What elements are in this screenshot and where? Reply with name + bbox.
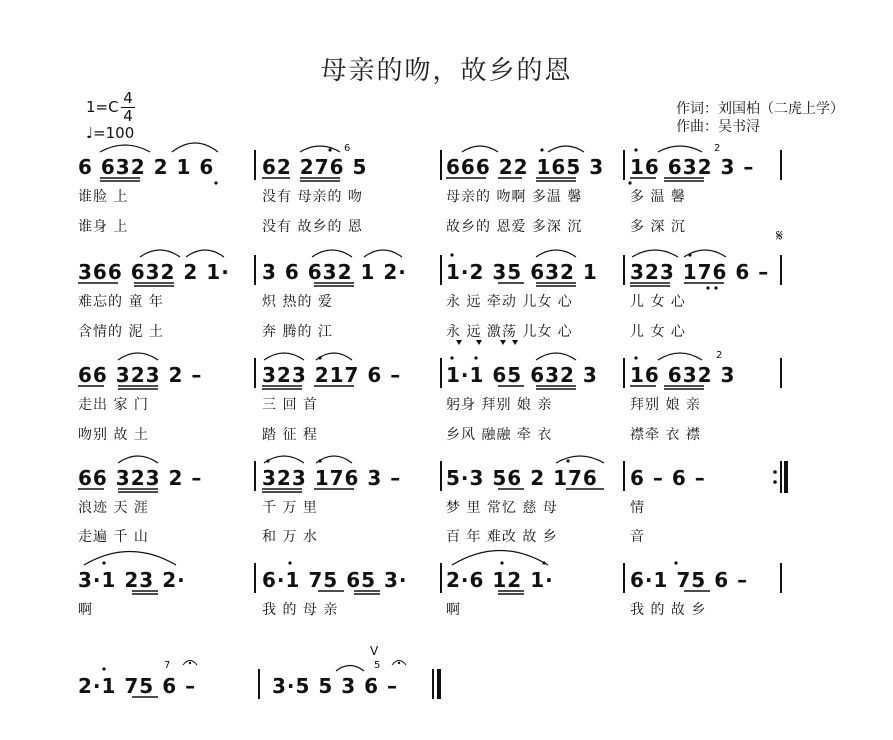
- song-title: 母亲的吻，故乡的恩: [320, 56, 573, 86]
- lyric-line: 梦 里 常忆 慈 母: [446, 500, 558, 516]
- measure-notes: 323 217 6 –: [262, 363, 402, 387]
- lyric-line: 百 年 难改 故 乡: [446, 529, 558, 545]
- octave-dot: [214, 181, 217, 184]
- slur: [452, 551, 548, 566]
- slur: [316, 456, 352, 463]
- time-signature-bottom: 4: [121, 107, 135, 125]
- lyric-line: 儿 女 心: [630, 324, 686, 340]
- lyric-line: 踏 征 程: [262, 427, 318, 443]
- octave-dot: [634, 356, 637, 359]
- slur: [556, 456, 604, 463]
- slur: [118, 456, 158, 463]
- slur: [658, 353, 702, 360]
- measure-notes: 16 632 3: [630, 363, 736, 387]
- measure-notes: 323 176 3 –: [262, 466, 402, 490]
- measure-notes: 16 632 3 –: [630, 155, 755, 179]
- slur: [100, 145, 150, 152]
- octave-dot: [714, 286, 717, 289]
- lyric-line: 吻别 故 土: [78, 427, 149, 443]
- lyric-line: 没有 故乡的 恩: [262, 219, 363, 235]
- lyric-line: 我 的 母 亲: [262, 602, 339, 618]
- octave-dot: [628, 181, 631, 184]
- measure-notes: 2·6 12 1·: [446, 568, 554, 592]
- slur: [548, 146, 584, 152]
- slur: [364, 250, 402, 257]
- measure-notes: 323 176 6 –: [630, 260, 770, 284]
- repeat-dot: [773, 480, 777, 484]
- octave-dot: [102, 667, 105, 670]
- measure-notes: 6·1 75 65 3·: [262, 568, 408, 592]
- octave-dot: [288, 561, 291, 564]
- tempo-mark: ♩=100: [86, 124, 135, 142]
- measure-notes: 1·1 65 632 3: [446, 363, 598, 387]
- lyric-line: 和 万 水: [262, 529, 318, 545]
- lyric-line: 含情的 泥 土: [78, 324, 164, 340]
- slur: [462, 146, 498, 152]
- slur: [536, 353, 576, 360]
- slur: [300, 146, 340, 152]
- lyric-line: 故乡的 恩爱 多深 沉: [446, 219, 583, 235]
- accent-arrow-icon: [456, 340, 462, 345]
- lyric-line: 走遍 千 山: [78, 529, 149, 545]
- slur: [172, 143, 218, 152]
- measure-notes: 3·5 5 3 6 –: [272, 674, 399, 698]
- lyric-line: 炽 热的 爱: [262, 294, 333, 310]
- measure-notes: 3 6 632 1 2·: [262, 260, 407, 284]
- slur: [118, 353, 158, 360]
- lyric-line: 母亲的 吻啊 多温 馨: [446, 189, 583, 205]
- lyric-line: 永 远 激荡 儿女 心: [446, 324, 573, 340]
- measure-notes: 2·1 75 6 –: [78, 674, 197, 698]
- slur: [658, 146, 702, 152]
- lyricist-credit: 作词：刘国柏（二虎上学）: [676, 101, 844, 117]
- lyric-line: 谁脸 上: [78, 189, 129, 205]
- measure-notes: 5·3 56 2 176: [446, 466, 598, 490]
- octave-dot: [500, 561, 503, 564]
- grace-note: 2: [716, 350, 723, 361]
- lyric-line: 啊: [446, 602, 461, 618]
- lyric-line: 难忘的 童 年: [78, 294, 164, 310]
- lyric-line: 走出 家 门: [78, 397, 149, 413]
- breath-mark: V: [370, 644, 379, 658]
- slur: [336, 666, 364, 672]
- lyric-line: 乡风 融融 牵 衣: [446, 427, 553, 443]
- octave-dot: [328, 148, 331, 151]
- octave-dot: [450, 356, 453, 359]
- octave-dot: [474, 356, 477, 359]
- lyric-line: 情: [630, 500, 645, 516]
- octave-dot: [566, 459, 569, 462]
- measure-notes: 6 632 2 1 6: [78, 155, 215, 179]
- grace-note: 2: [714, 143, 721, 154]
- repeat-dot: [773, 470, 777, 474]
- accent-arrow-icon: [512, 340, 518, 345]
- measure-notes: 6 – 6 –: [630, 466, 706, 490]
- lyric-line: 儿 女 心: [630, 294, 686, 310]
- slur: [140, 250, 180, 257]
- lyric-line: 襟牵 衣 襟: [630, 427, 701, 443]
- slur: [84, 552, 176, 566]
- lyric-line: 没有 母亲的 吻: [262, 189, 363, 205]
- slur: [264, 353, 304, 360]
- octave-dot: [318, 356, 321, 359]
- measure-notes: 366 632 2 1·: [78, 260, 230, 284]
- slur: [264, 456, 304, 463]
- measure-notes: 3·1 23 2·: [78, 568, 186, 592]
- lyric-line: 我 的 故 乡: [630, 602, 707, 618]
- octave-dot: [634, 148, 637, 151]
- accent-arrow-icon: [500, 340, 506, 345]
- measure-notes: 6·1 75 6 –: [630, 568, 749, 592]
- lyric-line: 躬身 拜别 娘 亲: [446, 397, 553, 413]
- lyric-line: 多 温 馨: [630, 189, 686, 205]
- octave-dot: [706, 286, 709, 289]
- lyric-line: 音: [630, 529, 645, 545]
- time-signature-top: 4: [123, 89, 133, 107]
- composer-credit: 作曲：吴书浔: [676, 119, 760, 135]
- slur: [632, 250, 678, 257]
- lyric-line: 三 回 首: [262, 397, 318, 413]
- measure-notes: 62 276 5: [262, 155, 368, 179]
- octave-dot: [450, 253, 453, 256]
- lyric-line: 多 深 沉: [630, 219, 686, 235]
- lyric-line: 浪迹 天 涯: [78, 500, 149, 516]
- slur: [316, 353, 352, 360]
- octave-dot: [318, 459, 321, 462]
- lyric-line: 奔 腾的 江: [262, 324, 333, 340]
- slur: [312, 250, 352, 257]
- lyric-line: 谁身 上: [78, 219, 129, 235]
- octave-dot: [540, 148, 543, 151]
- grace-note: 6: [344, 143, 351, 154]
- lyric-line: 永 远 牵动 儿女 心: [446, 294, 573, 310]
- octave-dot: [102, 561, 105, 564]
- grace-note: 7: [164, 660, 171, 671]
- measure-notes: 66 323 2 –: [78, 466, 203, 490]
- measure-notes: 1·2 35 632 1: [446, 260, 598, 284]
- octave-dot: [688, 253, 691, 256]
- slur: [536, 250, 576, 257]
- lyric-line: 千 万 里: [262, 500, 318, 516]
- lyric-line: 啊: [78, 602, 93, 618]
- octave-dot: [266, 459, 269, 462]
- slur: [186, 250, 224, 257]
- segno-icon: 𝄋: [776, 226, 783, 245]
- grace-note: 5: [374, 660, 381, 671]
- measure-notes: 66 323 2 –: [78, 363, 203, 387]
- measure-notes: 666 22 165 3: [446, 155, 605, 179]
- octave-dot: [542, 561, 545, 564]
- lyric-line: 拜别 娘 亲: [630, 397, 701, 413]
- key-signature: 1=C: [86, 98, 119, 116]
- octave-dot: [674, 561, 677, 564]
- accent-arrow-icon: [476, 340, 482, 345]
